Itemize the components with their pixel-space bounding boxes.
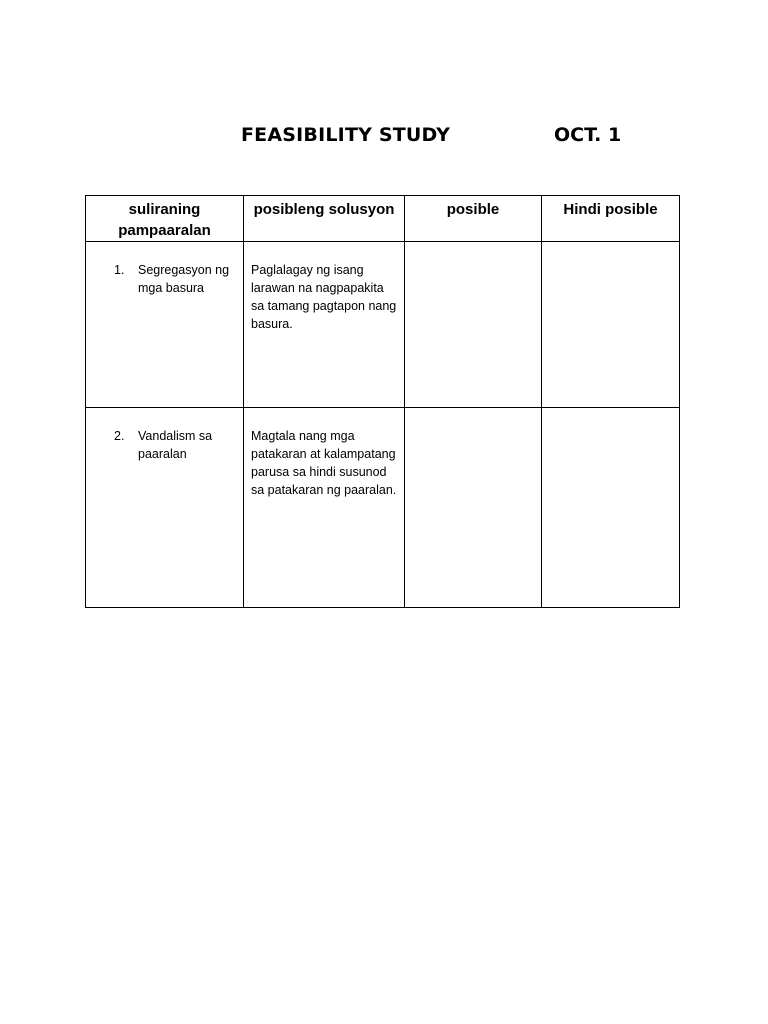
solution-cell: [244, 408, 405, 608]
document-date: OCT. 1: [554, 124, 622, 146]
feasibility-table: [85, 195, 680, 608]
column-header-hindi-posible: Hindi posible: [542, 196, 680, 242]
problem-cell: [86, 242, 244, 408]
problem-text: Vandalism sa paaralan: [138, 429, 213, 461]
document-title: FEASIBILITY STUDY: [241, 124, 451, 146]
problem-cell: [86, 408, 244, 608]
list-number: 2.: [114, 429, 125, 443]
problem-text: Segregasyon ng mga basura: [138, 263, 230, 295]
table-row: [86, 242, 680, 408]
solution-cell: [244, 242, 405, 408]
column-header-posible: posible: [405, 196, 542, 242]
column-header-posibleng-solusyon: posibleng solusyon: [244, 196, 405, 242]
solution-text: Magtala nang mga patakaran at kalampatang parusa sa hindi susunod sa patakaran ng paaralan.: [251, 429, 397, 497]
posible-cell: [405, 408, 542, 608]
posible-cell: [405, 242, 542, 408]
table-header-row: [86, 196, 680, 242]
column-header-suliraning-pampaaralan: suliraning pampaaralan: [86, 196, 244, 242]
table-row: [86, 408, 680, 608]
hindi-posible-cell: [542, 242, 680, 408]
hindi-posible-cell: [542, 408, 680, 608]
solution-text: Paglalagay ng isang larawan na nagpapakita sa tamang pagtapon nang basura.: [251, 263, 397, 331]
list-number: 1.: [114, 263, 125, 277]
